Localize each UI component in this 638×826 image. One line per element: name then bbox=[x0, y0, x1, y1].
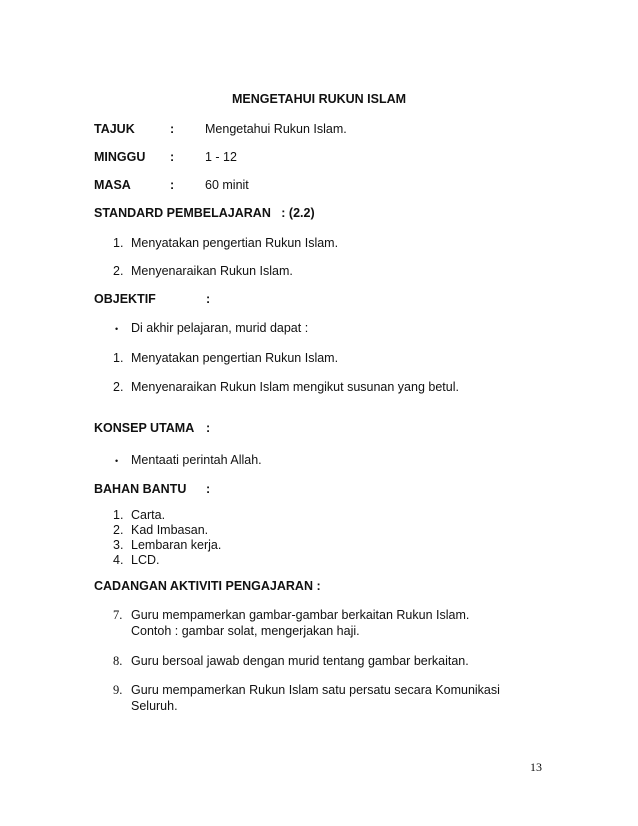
minggu-separator: : bbox=[170, 150, 175, 164]
standard-item-text: Menyatakan pengertian Rukun Islam. bbox=[131, 236, 339, 250]
cadangan-item-number: 9. bbox=[113, 683, 123, 697]
objektif-item-text: Menyenaraikan Rukun Islam mengikut susunan yang betul. bbox=[131, 380, 459, 394]
page-title: MENGETAHUI RUKUN ISLAM bbox=[232, 92, 407, 106]
standard-heading: STANDARD PEMBELAJARAN : (2.2) bbox=[94, 206, 315, 220]
tajuk-separator: : bbox=[170, 122, 175, 136]
bahan-item-text: LCD. bbox=[131, 553, 160, 567]
objektif-separator: : bbox=[206, 292, 211, 306]
bahan-item-number: 1. bbox=[113, 508, 124, 522]
bahan-item-text: Lembaran kerja. bbox=[131, 538, 222, 552]
cadangan-heading: CADANGAN AKTIVITI PENGAJARAN : bbox=[94, 579, 321, 593]
objektif-item-number: 1. bbox=[113, 351, 124, 365]
bullet-icon: • bbox=[115, 324, 119, 334]
cadangan-item-number: 7. bbox=[113, 608, 123, 622]
bahan-separator: : bbox=[206, 482, 211, 496]
cadangan-item-line: Contoh : gambar solat, mengerjakan haji. bbox=[131, 624, 360, 638]
konsep-bullet-text: Mentaati perintah Allah. bbox=[131, 453, 262, 467]
tajuk-value: Mengetahui Rukun Islam. bbox=[205, 122, 347, 136]
page-number: 13 bbox=[530, 760, 542, 774]
konsep-label: KONSEP UTAMA bbox=[94, 421, 195, 435]
objektif-label: OBJEKTIF bbox=[94, 292, 156, 306]
cadangan-item-line: Seluruh. bbox=[131, 699, 178, 713]
standard-item-number: 2. bbox=[113, 264, 124, 278]
masa-separator: : bbox=[170, 178, 175, 192]
masa-value: 60 minit bbox=[205, 178, 249, 192]
standard-item-number: 1. bbox=[113, 236, 124, 250]
bahan-item-number: 2. bbox=[113, 523, 124, 537]
objektif-bullet-text: Di akhir pelajaran, murid dapat : bbox=[131, 321, 309, 335]
konsep-separator: : bbox=[206, 421, 211, 435]
cadangan-item-number: 8. bbox=[113, 654, 123, 668]
objektif-item-number: 2. bbox=[113, 380, 124, 394]
minggu-label: MINGGU bbox=[94, 150, 146, 164]
objektif-item-text: Menyatakan pengertian Rukun Islam. bbox=[131, 351, 339, 365]
masa-label: MASA bbox=[94, 178, 131, 192]
bahan-item-number: 3. bbox=[113, 538, 124, 552]
bullet-icon: • bbox=[115, 456, 119, 466]
cadangan-item-line: Guru mempamerkan Rukun Islam satu persatu secara Komunikasi bbox=[131, 683, 500, 697]
standard-item-text: Menyenaraikan Rukun Islam. bbox=[131, 264, 293, 278]
bahan-item-number: 4. bbox=[113, 553, 124, 567]
bahan-item-text: Kad Imbasan. bbox=[131, 523, 209, 537]
cadangan-item-line: Guru mempamerkan gambar-gambar berkaitan Rukun Islam. bbox=[131, 608, 470, 622]
bahan-item-text: Carta. bbox=[131, 508, 166, 522]
minggu-value: 1 - 12 bbox=[205, 150, 237, 164]
cadangan-item-line: Guru bersoal jawab dengan murid tentang gambar berkaitan. bbox=[131, 654, 469, 668]
bahan-label: BAHAN BANTU bbox=[94, 482, 187, 496]
tajuk-label: TAJUK bbox=[94, 122, 135, 136]
